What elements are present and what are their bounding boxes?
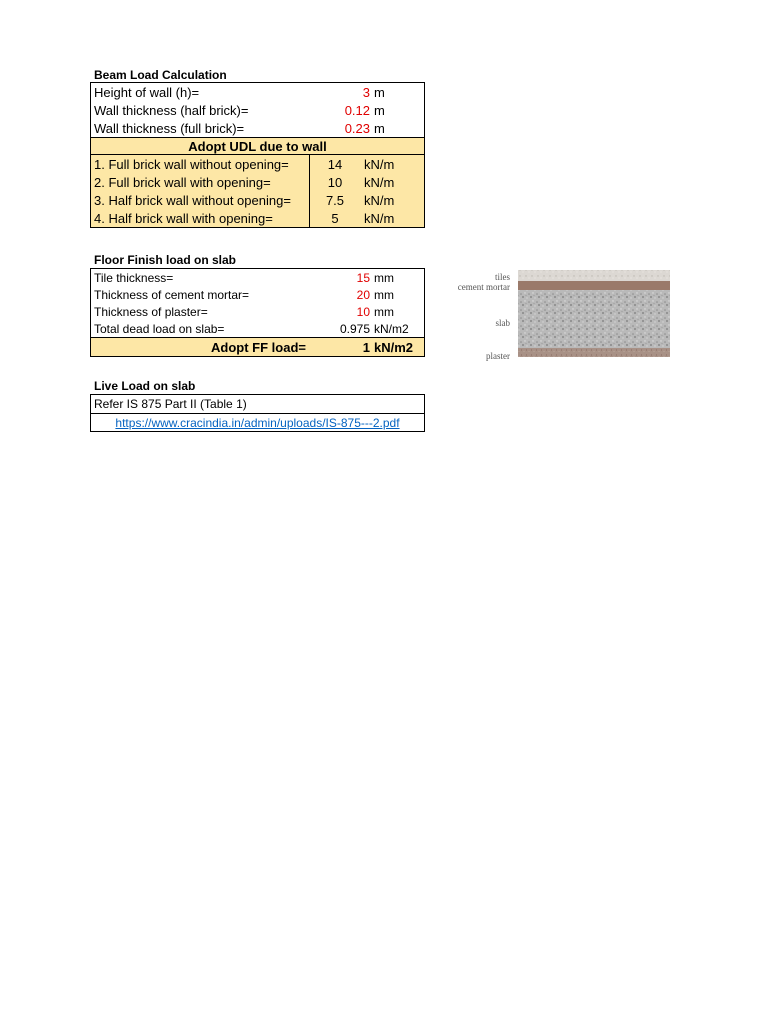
live-load-section-title: Live Load on slab	[94, 379, 196, 393]
row-label: Wall thickness (full brick)=	[94, 120, 245, 136]
udl-value: 7.5	[325, 192, 345, 208]
floor-finish-section-title: Floor Finish load on slab	[94, 253, 237, 267]
row-label: Tile thickness=	[94, 270, 174, 285]
row-unit: mm	[374, 304, 394, 319]
live-load-reference: Refer IS 875 Part II (Table 1)	[94, 397, 247, 411]
slab-layers-figure	[440, 268, 675, 364]
udl-value: 5	[331, 210, 339, 226]
row-label: Height of wall (h)=	[94, 84, 200, 100]
cement-mortar-label: cement mortar	[457, 282, 510, 292]
udl-unit: kN/m	[364, 174, 395, 190]
slab-layer	[518, 290, 670, 348]
slab-label: slab	[495, 318, 510, 328]
row-label: Thickness of cement mortar=	[94, 287, 250, 302]
mortar-thickness-value[interactable]: 20	[356, 287, 370, 302]
row-unit: m	[374, 84, 385, 100]
udl-label: 1. Full brick wall without opening=	[91, 155, 310, 173]
udl-value: 14	[327, 156, 343, 172]
adopt-ff-label: Adopt FF load=	[211, 339, 306, 355]
live-load-reference-row	[91, 395, 424, 413]
adopt-ff-unit: kN/m2	[374, 339, 414, 355]
udl-label: 4. Half brick wall with opening=	[91, 209, 310, 227]
udl-unit: kN/m	[364, 192, 395, 208]
udl-value: 10	[327, 174, 343, 190]
mortar-thickness-row	[91, 286, 424, 303]
half-brick-thickness-value[interactable]: 0.12	[344, 102, 370, 118]
row-unit: mm	[374, 287, 394, 302]
udl-row-1	[91, 155, 424, 173]
total-dead-load-row	[91, 320, 424, 337]
row-unit: mm	[374, 270, 394, 285]
full-brick-thickness-row	[91, 119, 424, 137]
udl-label: 3. Half brick wall without opening=	[91, 191, 310, 209]
floor-finish-table	[90, 268, 425, 357]
plaster-thickness-value[interactable]: 10	[356, 304, 370, 319]
tile-thickness-row	[91, 269, 424, 286]
full-brick-thickness-value[interactable]: 0.23	[344, 120, 370, 136]
row-unit: m	[374, 102, 385, 118]
row-label: Wall thickness (half brick)=	[94, 102, 249, 118]
beam-section-title: Beam Load Calculation	[94, 68, 227, 82]
row-label: Thickness of plaster=	[94, 304, 208, 319]
adopt-ff-load-row	[91, 337, 424, 356]
adopt-udl-header: Adopt UDL due to wall	[91, 137, 424, 155]
udl-unit: kN/m	[364, 156, 395, 172]
is875-link[interactable]: https://www.cracindia.in/admin/uploads/IS-875---2.pdf	[91, 413, 424, 431]
udl-row-3	[91, 191, 424, 209]
udl-label: 2. Full brick wall with opening=	[91, 173, 310, 191]
plaster-layer	[518, 348, 670, 357]
row-unit: m	[374, 120, 385, 136]
wall-height-row	[91, 83, 424, 101]
tiles-layer	[518, 270, 670, 281]
mortar-layer	[518, 281, 670, 290]
total-dead-load-value: 0.975	[339, 321, 370, 336]
plaster-thickness-row	[91, 303, 424, 320]
row-label: Total dead load on slab=	[94, 321, 225, 336]
adopt-ff-value: 1	[362, 339, 370, 355]
row-unit: kN/m2	[374, 321, 409, 336]
udl-unit: kN/m	[364, 210, 395, 226]
udl-row-4	[91, 209, 424, 227]
wall-height-value[interactable]: 3	[362, 84, 370, 100]
half-brick-thickness-row	[91, 101, 424, 119]
tiles-label: tiles	[495, 272, 510, 282]
live-load-table	[90, 394, 425, 432]
udl-row-2	[91, 173, 424, 191]
plaster-label: plaster	[486, 351, 510, 361]
tile-thickness-value[interactable]: 15	[356, 270, 370, 285]
beam-load-table	[90, 82, 425, 228]
